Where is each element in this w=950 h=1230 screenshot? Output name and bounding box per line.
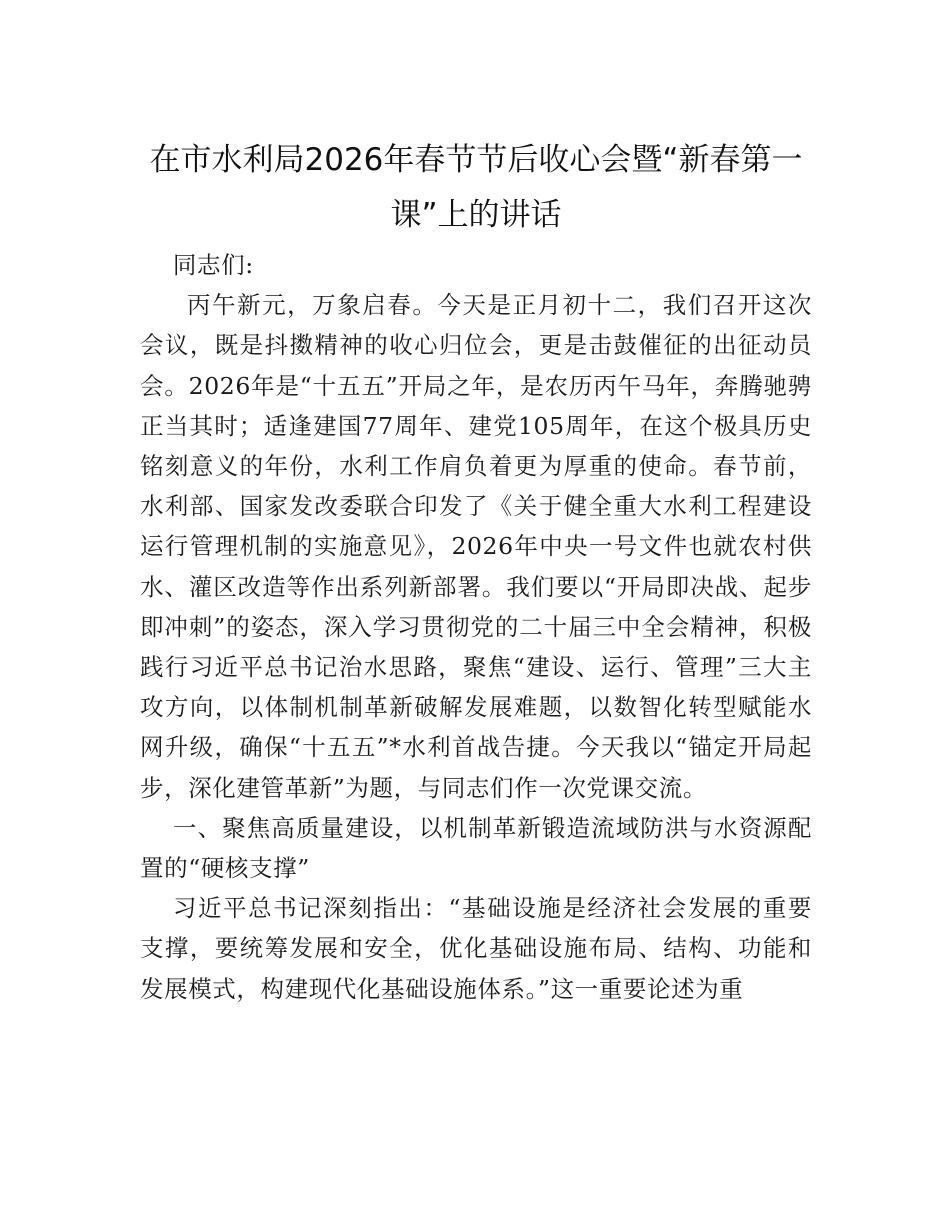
- document-page: [140, 133, 812, 1009]
- intro-paragraph: 丙午新元，万象启春。今天是正月初十二，我们召开这次会议，既是抖擞精神的收心归位会，更是击鼓催征的出征动员会。2026年是“十五五”开局之年，是农历丙午马年，奔腾驰骋正当其时；适逢建国77周年、建党105周年，在这个极具历史铭刻意义的年份，水利工作肩负着更为厚重的使命。春节前，水利部、国家发改委联合印发了《关于健全重大水利工程建设运行管理机制的实施意见》，2026年中央一号文件也就农村供水、灌区改造等作出系列新部署。我们要以“开局即决战、起步即冲刺”的姿态，深入学习贯彻党的二十届三中全会精神，积极践行习近平总书记治水思路，聚焦“建设、运行、管理”三大主攻方向，以体制机制革新破解发展难题，以数智化转型赋能水网升级，确保“十五五”*水利首战告捷。今天我以“锚定开局起步，深化建管革新”为题，与同志们作一次党课交流。: [140, 291, 812, 802]
- greeting: 同志们:: [172, 251, 254, 279]
- document-title: 在市水利局2026年春节节后收心会暨“新春第一课”上的讲话: [149, 142, 803, 233]
- section-heading: 一、聚焦高质量建设，以机制革新锻造流域防洪与水资源配置的“硬核支撑”: [140, 813, 812, 883]
- section-paragraph: 习近平总书记深刻指出：“基础设施是经济社会发展的重要支撑，要统筹发展和安全，优化基础设施布局、结构、功能和发展模式，构建现代化基础设施体系。”这一重要论述为重: [140, 894, 812, 1003]
